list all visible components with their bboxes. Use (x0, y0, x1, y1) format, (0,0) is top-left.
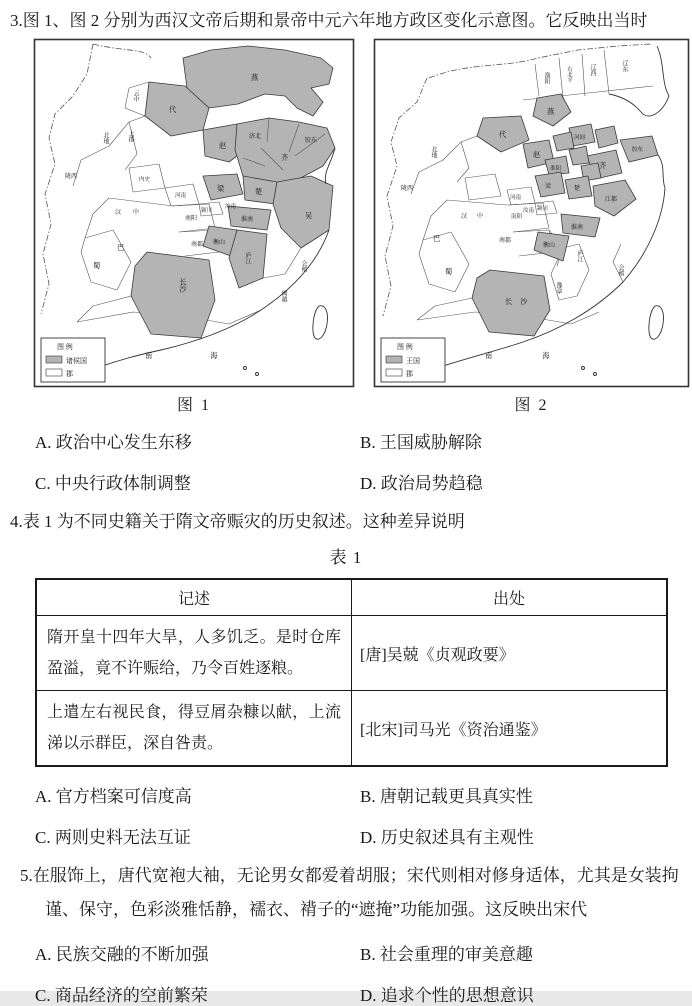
q5-option-d: D. 追求个性的思想意识 (360, 986, 534, 1005)
map1-label-9: 南郡 (191, 242, 204, 248)
map1-label-4: 北地 (102, 132, 108, 144)
map-1-caption: 图 1 (176, 397, 211, 414)
map-1-legend (41, 338, 105, 382)
map2-label-28: 南海 (485, 352, 600, 360)
q3-option-b: B. 王国威胁解除 (360, 433, 482, 452)
q4-option-c: C. 两则史料无法互证 (35, 828, 191, 847)
map2-label-20: 南郡 (499, 238, 512, 244)
map1-label-19: 吴 (305, 212, 313, 220)
map2-label-9: 胶东 (632, 147, 644, 153)
source-cell: [唐]吴兢《贞观政要》 (352, 616, 668, 691)
map1-label-21: 衡山 (213, 240, 226, 246)
map1-label-17: 梁 (217, 185, 225, 193)
question-4 (0, 509, 692, 848)
q4-option-a: A. 官方档案可信度高 (35, 787, 192, 806)
map2-label-14: 淮南 (571, 225, 584, 231)
map1-label-2: 云中 (132, 90, 138, 102)
table-row (36, 616, 667, 691)
q3-option-c: C. 中央行政体制调整 (35, 474, 191, 493)
map1-label-5: 陇西 (65, 174, 78, 180)
map2-label-15: 衡山 (543, 243, 556, 249)
map1-label-10: 汉中 (115, 210, 152, 216)
map1-label-18: 楚 (255, 188, 263, 196)
map2-label-1: 右北平 (566, 66, 572, 83)
map1-label-0: 燕 (251, 74, 259, 82)
map2-label-3: 辽东 (621, 60, 627, 72)
question-3 (0, 0, 692, 494)
question-3-stem: 3.图 1、图 2 分别为西汉文帝后期和景帝中元六年地方政区变化示意图。它反映出当时 (10, 11, 648, 30)
map1-label-25: 会稽 (300, 260, 306, 272)
map2-label-13: 江都 (605, 197, 618, 203)
map2-label-30: 颍川 (537, 206, 549, 212)
map1-label-26: 南海 (145, 352, 276, 360)
map1-label-16: 胶东 (305, 138, 318, 144)
map1-label-8: 南阳 (185, 216, 198, 222)
map-1 (33, 38, 355, 388)
map2-label-27: 会稽 (617, 264, 623, 276)
map-2-caption: 图 2 (514, 397, 549, 414)
map-figure-1 (33, 38, 355, 415)
question-5-stem: 5.在服饰上，唐代宽袍大袖，无论男女都爱着胡服；宋代则相对修身适体，尤其是女装拘谨、保守，色彩淡雅恬静，襦衣、褙子的“遮掩”功能加强。这反映出宋代 (20, 866, 679, 919)
map2-label-7: 河间 (574, 135, 586, 141)
q5-option-a: A. 民族交融的不断加强 (35, 945, 209, 964)
map2-label-22: 巴 (433, 235, 441, 243)
map2-label-5: 代 (499, 131, 507, 139)
map2-label-19: 南阳 (511, 214, 523, 220)
maps-row (33, 38, 692, 415)
question-4-options (35, 782, 682, 848)
map1-label-28: 汝南 (225, 204, 237, 210)
table-header-record: 记述 (36, 579, 352, 616)
q3-option-a: A. 政治中心发生东移 (35, 433, 192, 452)
map2-label-23: 蜀 (445, 268, 453, 276)
question-4-stem: 4.表 1 为不同史籍关于隋文帝赈灾的历史叙述。这种差异说明 (10, 512, 465, 531)
map2-label-8: 齐 (599, 162, 607, 170)
map2-label-21: 汉中 (461, 214, 494, 220)
q3-option-d: D. 政治局势趋稳 (360, 474, 483, 493)
map1-label-6: 内史 (139, 177, 151, 183)
map2-legend-title: 图 例 (397, 343, 413, 351)
map1-label-15: 齐 (281, 154, 289, 162)
map2-label-4: 燕 (547, 108, 555, 116)
map1-label-13: 赵 (219, 142, 227, 150)
map2-label-11: 梁 (545, 184, 552, 190)
map1-label-11: 蜀 (93, 262, 101, 270)
map2-label-16: 庐江 (576, 250, 582, 262)
map2-label-17: 长沙 (505, 298, 536, 306)
q4-option-b: B. 唐朝记载更具真实性 (360, 787, 533, 806)
map-figure-2 (373, 38, 690, 415)
map2-label-29: 河南 (510, 195, 522, 201)
table-1-title: 表 1 (329, 548, 363, 567)
map1-label-27: 颍川 (201, 208, 213, 214)
map2-label-2: 辽西 (589, 64, 595, 76)
map1-legend-item-1: 诸侯国 (66, 357, 87, 365)
map2-legend-item-2: 郡 (406, 370, 413, 378)
map2-label-24: 北地 (430, 146, 436, 158)
map1-legend-item-2: 郡 (66, 370, 73, 378)
record-cell: 隋开皇十四年大旱，人多饥乏。是时仓库盈溢，竟不许赈给，乃令百姓逐粮。 (36, 616, 352, 691)
question-3-options (35, 428, 682, 494)
map2-label-10: 淮阳 (550, 166, 562, 172)
map1-label-20: 淮南 (241, 217, 254, 223)
table-header-row (36, 579, 667, 616)
table-1 (35, 578, 668, 767)
q5-option-c: C. 商品经济的空前繁荣 (35, 986, 208, 1005)
map2-legend-item-1: 王国 (406, 357, 420, 365)
table-row (36, 691, 667, 767)
map1-label-3: 上郡 (127, 130, 133, 142)
table-header-source: 出处 (352, 579, 668, 616)
map1-label-23: 长沙 (179, 278, 187, 293)
map1-label-12: 巴 (117, 244, 125, 252)
map1-label-22: 庐江 (244, 252, 250, 264)
question-5 (0, 859, 692, 1006)
q5-option-b: B. 社会重理的审美意趣 (360, 945, 533, 964)
map2-label-25: 陇西 (401, 186, 414, 192)
map2-label-0: 渔阳 (543, 72, 549, 84)
map1-label-24: 闽越 (280, 290, 286, 302)
map1-label-14: 济北 (249, 134, 262, 140)
map-2 (373, 38, 690, 388)
source-cell: [北宋]司马光《资治通鉴》 (352, 691, 668, 767)
q4-option-d: D. 历史叙述具有主观性 (360, 828, 534, 847)
map1-label-7: 河南 (175, 193, 187, 199)
record-cell: 上遣左右视民食，得豆屑杂糠以献，上流涕以示群臣，深自咎责。 (36, 691, 352, 767)
map1-label-1: 代 (169, 106, 177, 114)
map-2-legend (381, 338, 445, 382)
map1-legend-title: 图 例 (57, 343, 73, 351)
map2-label-18: 汝南 (523, 208, 535, 214)
map2-label-26: 豫章 (555, 282, 561, 294)
question-5-options (35, 940, 682, 1006)
map2-label-12: 楚 (574, 186, 581, 192)
map2-label-6: 赵 (533, 151, 541, 159)
